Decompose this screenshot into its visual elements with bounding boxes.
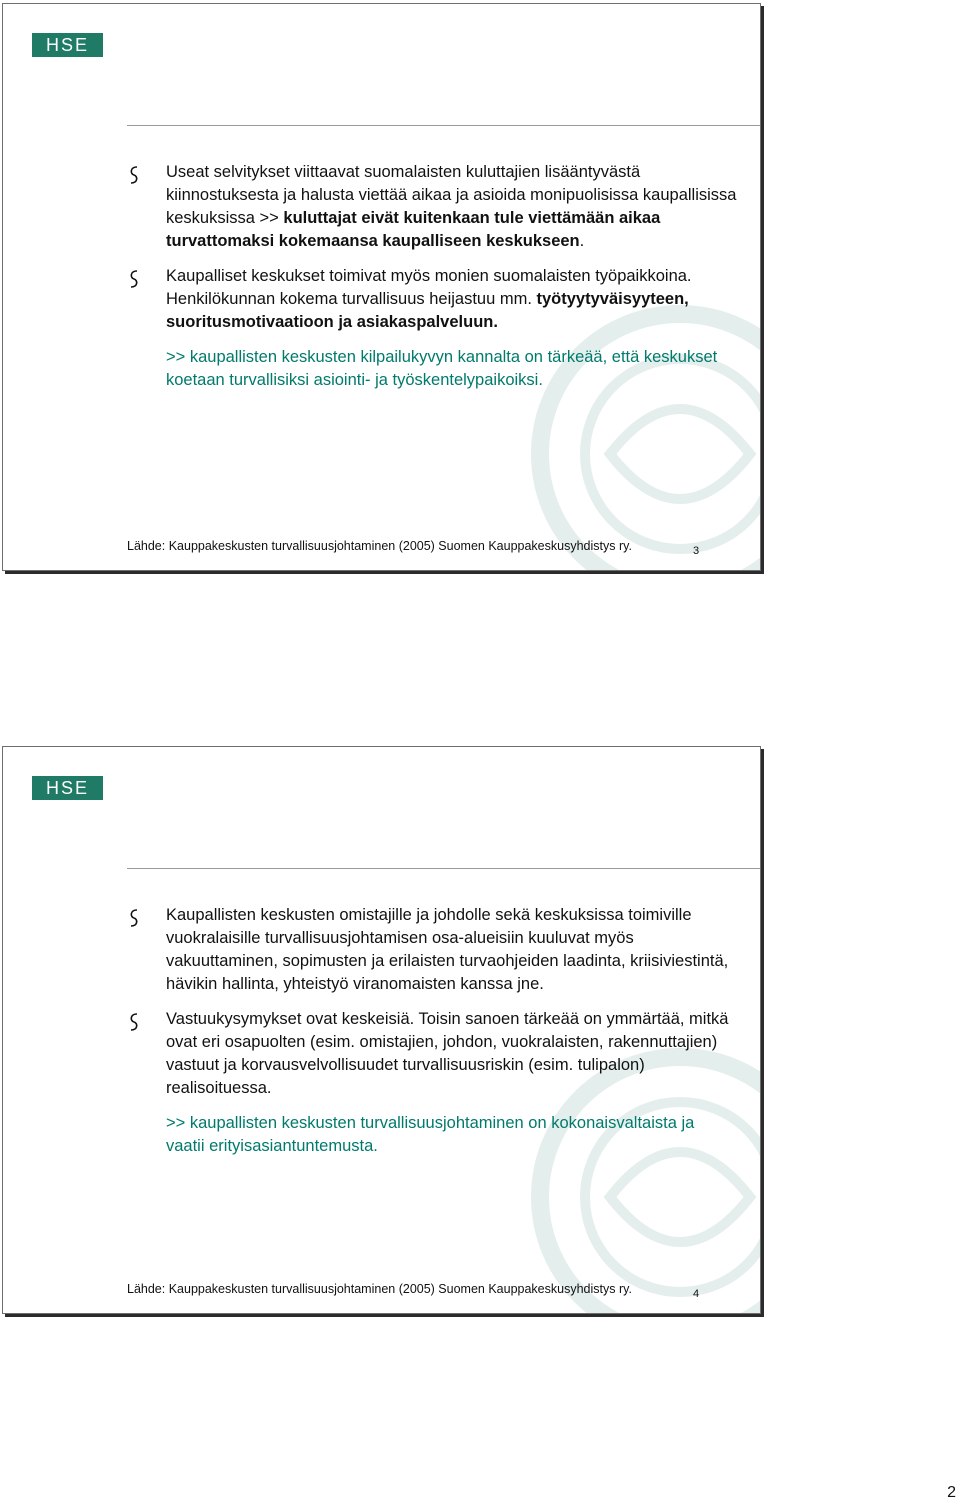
hse-logo: HSE bbox=[32, 33, 103, 57]
bullet-2 bbox=[127, 265, 737, 334]
bullet-text: Kaupalliset keskukset toimivat myös monien suomalaisten työpaikkoina. Henkilökunnan kokema turvallisuus heijastuu mm. työtyytyväisyyteen, suoritusmotivaatioon ja asiakaspalveluun. bbox=[166, 267, 692, 331]
bullet-1 bbox=[127, 904, 737, 996]
slide-3 bbox=[2, 3, 761, 571]
bullet-icon bbox=[127, 1012, 141, 1032]
slide-content bbox=[127, 161, 737, 392]
bullet-text: Vastuukysymykset ovat keskeisiä. Toisin sanoen tärkeää on ymmärtää, mitkä ovat eri osapuolten (esim. omistajien, johdon, vuokralaisten, rakennuttajien) vastuut ja korvausvelvollisuudet turvallisuusriskin (esim. tulipalon) realisoituessa. bbox=[166, 1010, 729, 1097]
page-number: 2 bbox=[947, 1484, 956, 1501]
bullet-1 bbox=[127, 161, 737, 253]
bullet-icon bbox=[127, 269, 141, 289]
slide-number: 4 bbox=[693, 1288, 700, 1300]
slide-number: 3 bbox=[693, 545, 700, 557]
source-citation: Lähde: Kauppakeskusten turvallisuusjohtaminen (2005) Suomen Kauppakeskusyhdistys ry. bbox=[127, 539, 632, 553]
source-citation: Lähde: Kauppakeskusten turvallisuusjohtaminen (2005) Suomen Kauppakeskusyhdistys ry. bbox=[127, 1282, 632, 1296]
conclusion-text: >> kaupallisten keskusten turvallisuusjohtaminen on kokonaisvaltaista ja vaatii erityisasiantuntemusta. bbox=[166, 1114, 695, 1155]
hse-logo: HSE bbox=[32, 776, 103, 800]
slide-content bbox=[127, 904, 737, 1158]
bullet-icon bbox=[127, 908, 141, 928]
bullet-text: Useat selvitykset viittaavat suomalaisten kuluttajien lisääntyvästä kiinnostuksesta ja halusta viettää aikaa ja asioida monipuolisissa kaupallisissa keskuksissa >> kuluttajat eivät kuitenkaan tule viettämään aikaa turvattomaksi kokemaansa kaupalliseen keskukseen. bbox=[166, 163, 737, 250]
bullet-icon bbox=[127, 165, 141, 185]
slide-4 bbox=[2, 746, 761, 1314]
bullet-text: Kaupallisten keskusten omistajille ja johdolle sekä keskuksissa toimiville vuokralaisille turvallisuusjohtamisen osa-alueisiin kuuluvat myös vakuuttaminen, sopimusten ja erilaisten turvaohjeiden laadinta, kriisiviestintä, hävikin hallinta, yhteistyö viranomaisten kanssa jne. bbox=[166, 906, 729, 993]
conclusion-text: >> kaupallisten keskusten kilpailukyvyn kannalta on tärkeää, että keskukset koetaan turvallisiksi asiointi- ja työskentelypaikoiksi. bbox=[166, 348, 718, 389]
bullet-2 bbox=[127, 1008, 737, 1100]
header-rule bbox=[127, 125, 760, 126]
header-rule bbox=[127, 868, 760, 869]
